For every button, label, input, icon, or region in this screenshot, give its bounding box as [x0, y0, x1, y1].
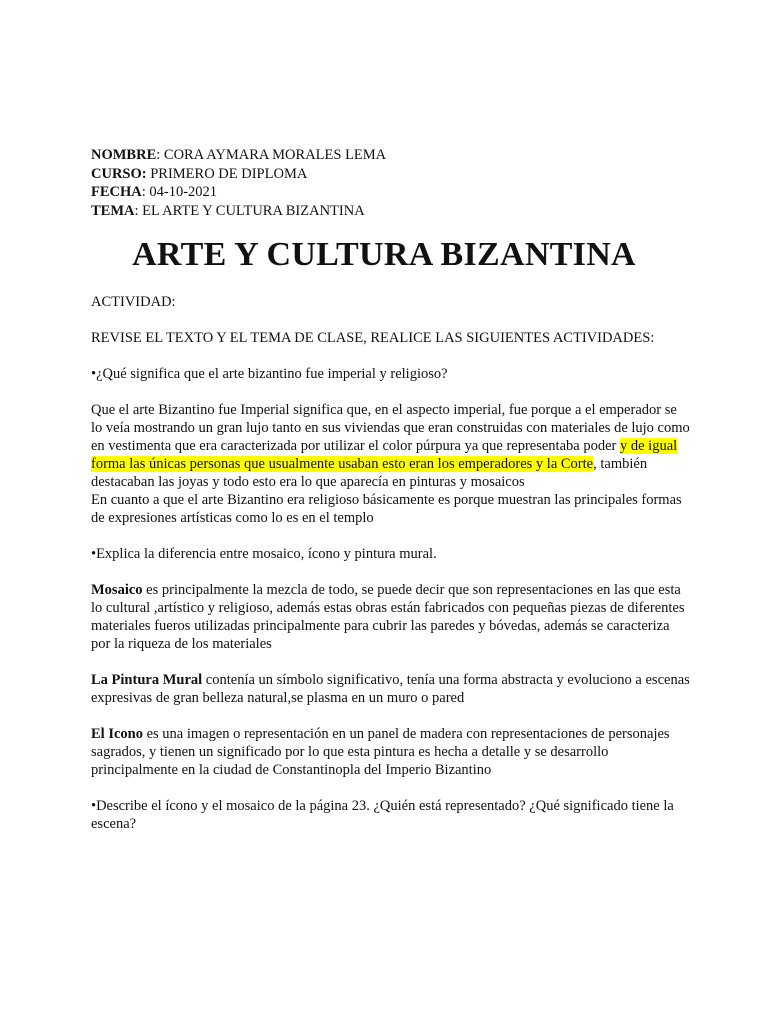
document-title: ARTE Y CULTURA BIZANTINA: [132, 236, 636, 273]
fecha-line: [91, 183, 386, 202]
fecha-value: : 04-10-2021: [141, 184, 218, 200]
mural-paragraph: [91, 671, 691, 707]
mural-term: La Pintura Mural: [91, 672, 203, 688]
icono-term: El Icono: [91, 726, 143, 742]
nombre-line: [91, 146, 386, 165]
actividad-heading: ACTIVIDAD:: [91, 294, 176, 310]
curso-label: CURSO:: [91, 165, 147, 182]
question-2: •Explica la diferencia entre mosaico, ícono y pintura mural.: [91, 546, 437, 562]
question-3: •Describe el ícono y el mosaico de la página 23. ¿Quién está representado? ¿Qué significado tiene la escena?: [91, 798, 674, 832]
answer-1-part1: Que el arte Bizantino fue Imperial significa que, en el aspecto imperial, fue porque a el emperador se lo veía mostrando un gran lujo tanto en sus viviendas que eran construidas con materiales de lujo como en vestimenta que era caracterizada por utilizar el color púrpura ya que representaba poder: [91, 402, 690, 454]
student-header: [91, 146, 386, 220]
fecha-label: FECHA: [91, 184, 142, 200]
curso-line: [91, 165, 386, 184]
mural-text: contenía un símbolo significativo, tenía una forma abstracta y evoluciono a escenas expresivas de gran belleza natural,se plasma en un muro o pared: [91, 672, 690, 706]
mosaico-paragraph: [91, 581, 691, 653]
instructions: REVISE EL TEXTO Y EL TEMA DE CLASE, REALICE LAS SIGUIENTES ACTIVIDADES:: [91, 330, 655, 346]
tema-value: : EL ARTE Y CULTURA BIZANTINA: [134, 202, 365, 219]
tema-line: [91, 202, 386, 221]
question-1: •¿Qué significa que el arte bizantino fue imperial y religioso?: [91, 366, 448, 382]
answer-1-highlight: y de igual forma las únicas personas que usualmente usaban esto eran los emperadores y la Corte: [91, 438, 678, 472]
mosaico-text: es principalmente la mezcla de todo, se puede decir que son representaciones en las que esta lo cultural ,artístico y religioso, además estas obras están fabricados con pequeñas piezas de diferentes materiales fueros utilizadas principalmente para cubrir las paredes y bóvedas, además se caracteriza por la riqueza de los materiales: [91, 582, 685, 652]
icono-paragraph: [91, 725, 691, 779]
tema-label: TEMA: [91, 202, 135, 219]
answer-1-part2: , también destacaban las joyas y todo esto era lo que aparecía en pinturas y mosaicos: [91, 456, 648, 490]
answer-1: [91, 401, 691, 491]
nombre-label: NOMBRE: [91, 147, 157, 163]
curso-value: PRIMERO DE DIPLOMA: [146, 165, 308, 182]
mosaico-term: Mosaico: [91, 582, 143, 598]
document-body: [91, 293, 691, 833]
nombre-value: : CORA AYMARA MORALES LEMA: [156, 147, 387, 163]
answer-1-religious: En cuanto a que el arte Bizantino era religioso básicamente es porque muestran las principales formas de expresiones artísticas como lo es en el templo: [91, 492, 682, 526]
icono-text: es una imagen o representación en un panel de madera con representaciones de personajes sagrados, y tienen un significado por lo que esta pintura es hecha a detalle y se desarrollo principalmente en la ciudad de Constantinopla del Imperio Bizantino: [91, 726, 670, 778]
